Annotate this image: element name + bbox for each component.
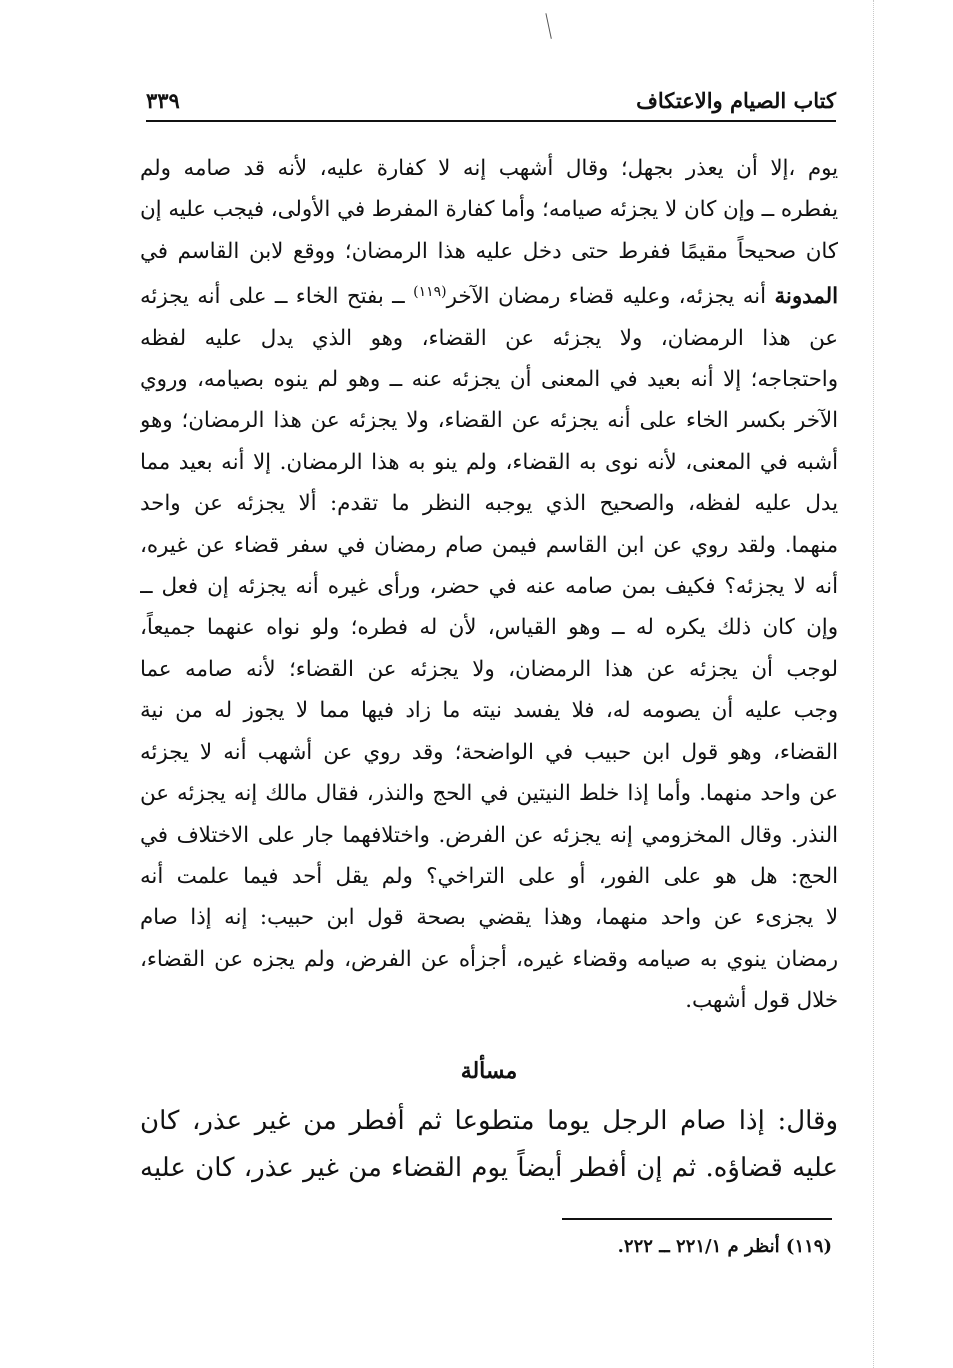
text-line: منهما. ولقد روي عن ابن القاسم فيمن صام رمضان في سفر قضاء عن غيره، <box>140 532 838 558</box>
text-line: وجب عليه أن يصومه له، فلا يفسد نيته ما زاد فيها مما لا يجوز له من نية <box>140 698 838 724</box>
scan-page-edge <box>873 0 874 1368</box>
text-line: أنه لا يجزئه؟ فكيف بمن صامه عنه في حضر، ورأى غيره أنه يجزئه إن فعل ــ <box>140 574 838 600</box>
text-line: خلال قول أشهب. <box>685 988 838 1014</box>
main-text <box>140 148 838 1022</box>
text-line: الآخر بكسر الخاء على أنه يجزئه عن القضاء، ولا يجزئه عن هذا الرمضان؛ وهو <box>140 408 838 434</box>
text-line: أشبه في المعنى، لأنه نوى به القضاء، ولم ينو به هذا الرمضان. إلا أنه بعيد مما <box>140 449 838 475</box>
text-line: لا يجزىء عن واحد منهما، وهذا يقضي بصحة قول ابن حبيب: إنه إذا صام <box>140 905 838 931</box>
footnote-reference[interactable]: (١١٩) <box>413 284 447 301</box>
text-line: عن واحد منهما. وأما إذا خلط النيتين في الحج والنذر، فقال مالك إنه يجزئه عن <box>140 781 838 807</box>
text-line: النذر. وقال المخزومي إنه يجزئه عن الفرض. واختلافهما جار على الاختلاف في <box>140 822 838 848</box>
text-line: واحتجاجه؛ إلا أنه بعيد في المعنى أن يجزئه عنه ــ وهو لم ينوه بصيامه، وروي <box>140 367 838 393</box>
text-line-with-footnote-ref <box>140 272 838 317</box>
running-header <box>146 86 836 122</box>
text-segment: أنه يجزئه، وعليه قضاء رمضان الآخر <box>446 284 767 310</box>
text-line: القضاء، وهو قول ابن حبيب في الواضحة؛ وقد روي عن أشهب أنه لا يجزئه <box>140 739 838 765</box>
text-line: وإن كان ذلك يكره له ــ وهو القياس، لأن له فطره؛ ولو نواه عنهما جميعاً، <box>140 615 838 641</box>
text-line: عن هذا الرمضان، ولا يجزئه عن القضاء، وهو الذي يدل عليه لفظه <box>140 325 838 351</box>
section-text <box>140 1098 838 1192</box>
source-name-mudawwana: المدونة <box>774 284 838 310</box>
text-line: الحج: هل هو على الفور، أو على التراخي؟ ولم يقل أحد فيما علمت أنه <box>140 863 838 889</box>
text-line: رمضان ينوي به صيامه وقضاء غيره، أجزأه عن الفرض، ولم يجزه عن القضاء، <box>140 946 838 972</box>
section-heading: مسألة <box>460 1058 518 1084</box>
scan-artifact-mark <box>545 11 561 39</box>
book-title: كتاب الصيام والاعتكاف <box>636 88 836 113</box>
page-number: ٣٣٩ <box>146 88 180 113</box>
section-text-line: وقال: إذا صام الرجل يوما متطوعا ثم أفطر من غير عذر، كان <box>140 1106 838 1136</box>
text-segment: ــ بفتح الخاء ــ على أنه يجزئه <box>140 284 405 310</box>
footnote: (١١٩) أنظر م ٢٢١/١ ــ ٢٢٢. <box>617 1236 832 1257</box>
footnote-separator <box>562 1218 832 1220</box>
text-line: يفطره ــ وإن كان لا يجزئه صيامه؛ وأما كفارة المفرط في الأولى، فيجب عليه إن <box>140 197 838 223</box>
section-text-line: عليه قضاؤه. ثم إن أفطر أيضاً يوم القضاء من غير عذر، كان عليه <box>140 1153 838 1183</box>
text-line: يدل عليه لفظه، والصحيح الذي يوجبه النظر ما تقدم: ألا يجزئه عن واحد <box>140 491 838 517</box>
text-line: كان صحيحاً مقيمًا ففرط حتى دخل عليه هذا الرمضان؛ ووقع لابن القاسم في <box>140 238 838 264</box>
text-line: يوم ،إلا أن يعذر بجهل؛ وقال أشهب إنه لا كفارة عليه، لأنه قد صامه ولم <box>140 156 838 181</box>
text-line: لوجب أن يجزئه عن هذا الرمضان، ولا يجزئه عن القضاء؛ لأنه صامه عما <box>140 656 838 682</box>
